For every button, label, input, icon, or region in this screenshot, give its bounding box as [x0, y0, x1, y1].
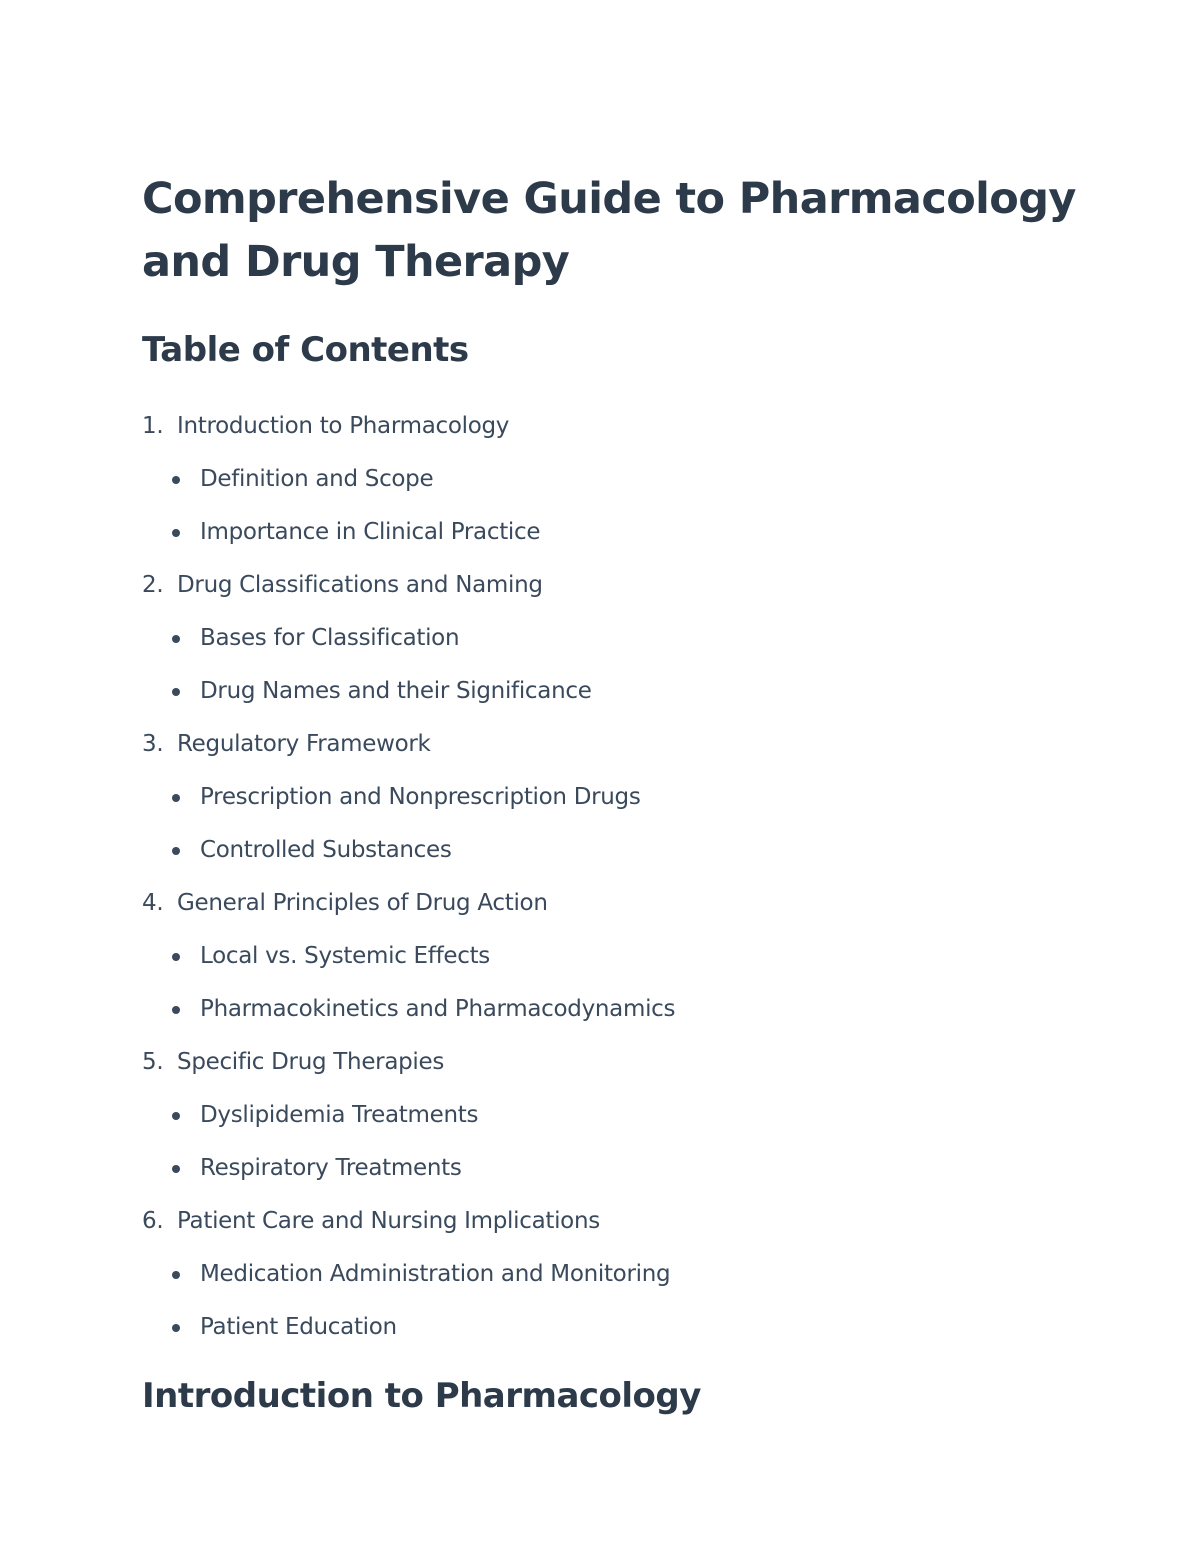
toc-item: [142, 1036, 1102, 1195]
toc-subitem: [142, 983, 1102, 1036]
bullet-icon: [172, 1271, 180, 1279]
toc-label: Specific Drug Therapies: [177, 1049, 445, 1075]
toc-subitem: [142, 506, 1102, 559]
toc-subitem: [142, 665, 1102, 718]
toc-sublist: [142, 930, 1102, 1036]
toc-item: [142, 877, 1102, 1036]
toc-subitem-label: Drug Names and their Significance: [200, 678, 592, 704]
document-title: Comprehensive Guide to Pharmacology and Drug Therapy: [142, 174, 1076, 287]
toc-subitem-label: Importance in Clinical Practice: [200, 519, 541, 545]
bullet-icon: [172, 1324, 180, 1332]
toc-subitem-label: Patient Education: [200, 1314, 397, 1340]
toc-subitem-label: Definition and Scope: [200, 466, 434, 492]
toc-subitem: [142, 771, 1102, 824]
toc-subitem: [142, 612, 1102, 665]
toc-label: Drug Classifications and Naming: [177, 572, 543, 598]
toc-label: Introduction to Pharmacology: [177, 413, 510, 439]
toc-number: 6.: [142, 1208, 164, 1234]
toc-subitem: [142, 1301, 1102, 1354]
toc-subitem-label: Respiratory Treatments: [200, 1155, 462, 1181]
toc-number: 2.: [142, 572, 164, 598]
toc-sublist: [142, 1089, 1102, 1195]
bullet-icon: [172, 529, 180, 537]
toc-subitem: [142, 1248, 1102, 1301]
toc-item: [142, 400, 1102, 559]
toc-subitem: [142, 824, 1102, 877]
toc-item: [142, 559, 1102, 718]
toc-subitem: [142, 930, 1102, 983]
bullet-icon: [172, 476, 180, 484]
toc-subitem: [142, 1142, 1102, 1195]
bullet-icon: [172, 1006, 180, 1014]
toc-subitem: [142, 453, 1102, 506]
toc-sublist: [142, 453, 1102, 559]
toc-sublist: [142, 1248, 1102, 1354]
bullet-icon: [172, 1165, 180, 1173]
toc-item: [142, 718, 1102, 877]
toc-subitem-label: Medication Administration and Monitoring: [200, 1261, 671, 1287]
toc-label: Regulatory Framework: [177, 731, 431, 757]
bullet-icon: [172, 688, 180, 696]
toc-label: General Principles of Drug Action: [177, 890, 548, 916]
toc-subitem-label: Dyslipidemia Treatments: [200, 1102, 479, 1128]
toc-label: Patient Care and Nursing Implications: [177, 1208, 600, 1234]
bullet-icon: [172, 635, 180, 643]
toc-number: 5.: [142, 1049, 164, 1075]
toc-subitem-label: Pharmacokinetics and Pharmacodynamics: [200, 996, 676, 1022]
toc-subitem: [142, 1089, 1102, 1142]
toc-subitem-label: Prescription and Nonprescription Drugs: [200, 784, 641, 810]
toc-subitem-label: Bases for Classification: [200, 625, 460, 651]
toc-subitem-label: Controlled Substances: [200, 837, 452, 863]
document-page: [142, 168, 1102, 1418]
section-heading: Introduction to Pharmacology: [142, 1376, 701, 1416]
toc-sublist: [142, 771, 1102, 877]
bullet-icon: [172, 1112, 180, 1120]
bullet-icon: [172, 794, 180, 802]
toc-item: [142, 1195, 1102, 1354]
table-of-contents: [142, 400, 1102, 1354]
toc-sublist: [142, 612, 1102, 718]
bullet-icon: [172, 953, 180, 961]
toc-number: 4.: [142, 890, 164, 916]
toc-heading: Table of Contents: [142, 330, 469, 370]
bullet-icon: [172, 847, 180, 855]
toc-number: 1.: [142, 413, 164, 439]
toc-subitem-label: Local vs. Systemic Effects: [200, 943, 490, 969]
toc-number: 3.: [142, 731, 164, 757]
